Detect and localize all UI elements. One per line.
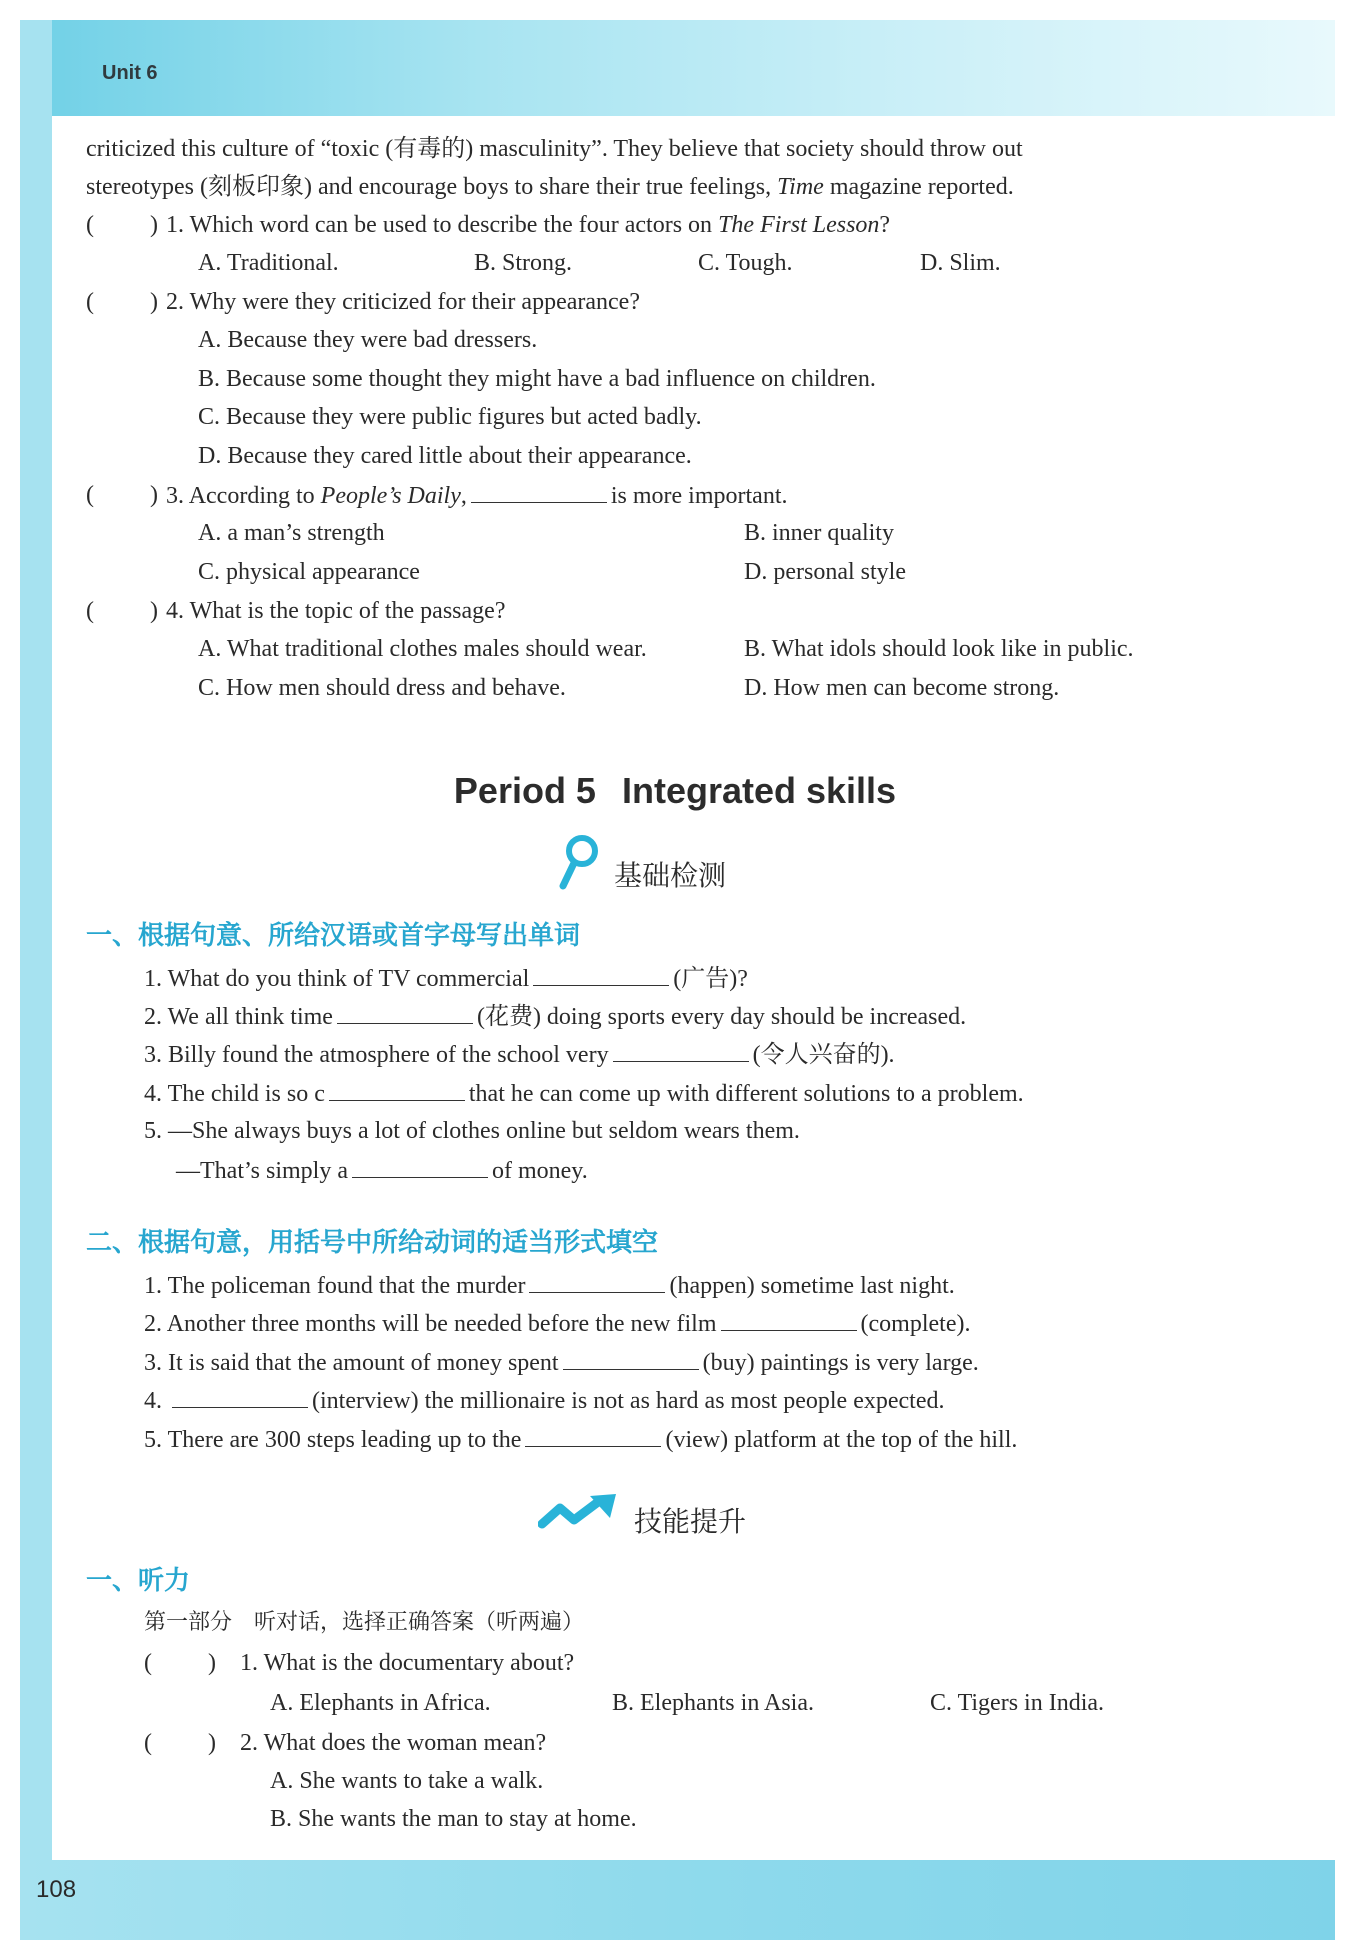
- period-heading: Period 5 Integrated skills: [453, 770, 897, 811]
- q3-option-a: A. a man’s strength: [198, 520, 385, 546]
- s2-item-2: 2. Another three months will be needed before the new film (complete).: [144, 1308, 970, 1339]
- answer-paren-close: ): [208, 1730, 216, 1756]
- listening-title: 一、听力: [86, 1566, 191, 1596]
- footer-band: [20, 1860, 1335, 1940]
- trend-arrow-icon: [538, 1494, 620, 1537]
- passage-line-1: criticized this culture of “toxic (有毒的) masculinity”. They believe that society should throw out: [86, 136, 1023, 162]
- answer-blank[interactable]: [529, 1270, 665, 1293]
- answer-paren-close: ): [150, 212, 158, 238]
- q4-option-c: C. How men should dress and behave.: [198, 675, 566, 701]
- question-1: 1. Which word can be used to describe the four actors on The First Lesson?: [166, 212, 891, 238]
- section-1-title: 一、根据句意、所给汉语或首字母写出单词: [86, 921, 581, 951]
- s2-item-4: 4. (interview) the millionaire is not as hard as most people expected.: [144, 1385, 944, 1416]
- s2-item-1: 1. The policeman found that the murder (happen) sometime last night.: [144, 1270, 955, 1301]
- q2-option-c: C. Because they were public figures but acted badly.: [198, 404, 702, 430]
- magnifier-icon: [558, 834, 600, 897]
- answer-paren-open: (: [144, 1730, 152, 1756]
- answer-blank[interactable]: [721, 1308, 857, 1331]
- answer-paren-close: ): [208, 1650, 216, 1676]
- q3-option-d: D. personal style: [744, 559, 906, 585]
- q1-option-c: C. Tough.: [698, 250, 793, 276]
- left-margin-bar: [20, 20, 52, 1940]
- passage-line-2: stereotypes (刻板印象) and encourage boys to share their true feelings, Time magazine reported.: [86, 174, 1014, 200]
- q2-option-d: D. Because they cared little about their appearance.: [198, 443, 692, 469]
- q1-option-a: A. Traditional.: [198, 250, 339, 276]
- answer-blank[interactable]: [471, 480, 607, 503]
- s1-item-2: 2. We all think time (花费) doing sports every day should be increased.: [144, 1001, 966, 1032]
- q2-option-b: B. Because some thought they might have a bad influence on children.: [198, 366, 876, 392]
- header-band: [20, 20, 1335, 116]
- answer-paren-close: ): [150, 598, 158, 624]
- s2-item-3: 3. It is said that the amount of money spent (buy) paintings is very large.: [144, 1347, 979, 1378]
- lq2-option-a: A. She wants to take a walk.: [270, 1768, 544, 1794]
- s1-item-1: 1. What do you think of TV commercial (广告)?: [144, 963, 748, 994]
- s2-item-5: 5. There are 300 steps leading up to the (view) platform at the top of the hill.: [144, 1424, 1017, 1455]
- answer-paren-open: (: [86, 598, 94, 624]
- answer-paren-close: ): [150, 289, 158, 315]
- page-number: 108: [36, 1876, 77, 1903]
- q1-option-d: D. Slim.: [920, 250, 1001, 276]
- answer-blank[interactable]: [533, 963, 669, 986]
- listening-question-2: 2. What does the woman mean?: [240, 1730, 547, 1756]
- question-4: 4. What is the topic of the passage?: [166, 598, 506, 624]
- answer-blank[interactable]: [329, 1078, 465, 1101]
- q4-option-b: B. What idols should look like in public.: [744, 636, 1134, 662]
- question-2: 2. Why were they criticized for their appearance?: [166, 289, 640, 315]
- lq2-option-b: B. She wants the man to stay at home.: [270, 1806, 637, 1832]
- answer-blank[interactable]: [613, 1039, 749, 1062]
- q4-option-d: D. How men can become strong.: [744, 675, 1060, 701]
- answer-blank[interactable]: [525, 1424, 661, 1447]
- q1-option-b: B. Strong.: [474, 250, 573, 276]
- q3-option-c: C. physical appearance: [198, 559, 420, 585]
- unit-label: Unit 6: [102, 62, 158, 84]
- s1-item-4: 4. The child is so c that he can come up with different solutions to a problem.: [144, 1078, 1024, 1109]
- answer-paren-open: (: [86, 212, 94, 238]
- s1-item-5: 5. —She always buys a lot of clothes online but seldom wears them.: [144, 1118, 800, 1144]
- lq1-option-c: C. Tigers in India.: [930, 1690, 1105, 1716]
- question-3: 3. According to People’s Daily, is more important.: [166, 480, 788, 511]
- answer-paren-open: (: [86, 289, 94, 315]
- answer-blank[interactable]: [563, 1347, 699, 1370]
- s1-item-3: 3. Billy found the atmosphere of the school very (令人兴奋的).: [144, 1039, 895, 1070]
- basic-check-heading: 基础检测: [614, 859, 727, 892]
- q4-option-a: A. What traditional clothes males should wear.: [198, 636, 647, 662]
- answer-paren-open: (: [144, 1650, 152, 1676]
- skills-heading: 技能提升: [634, 1505, 747, 1538]
- lq1-option-b: B. Elephants in Asia.: [612, 1690, 814, 1716]
- q3-option-b: B. inner quality: [744, 520, 894, 546]
- answer-blank[interactable]: [172, 1385, 308, 1408]
- answer-blank[interactable]: [337, 1001, 473, 1024]
- listening-question-1: 1. What is the documentary about?: [240, 1650, 575, 1676]
- q2-option-a: A. Because they were bad dressers.: [198, 327, 538, 353]
- section-2-title: 二、根据句意，用括号中所给动词的适当形式填空: [86, 1228, 659, 1258]
- s1-item-5-reply: —That’s simply a of money.: [176, 1155, 588, 1186]
- listening-part-1: 第一部分 听对话，选择正确答案（听两遍）: [144, 1610, 585, 1635]
- answer-paren-open: (: [86, 482, 94, 508]
- lq1-option-a: A. Elephants in Africa.: [270, 1690, 491, 1716]
- answer-paren-close: ): [150, 482, 158, 508]
- answer-blank[interactable]: [352, 1155, 488, 1178]
